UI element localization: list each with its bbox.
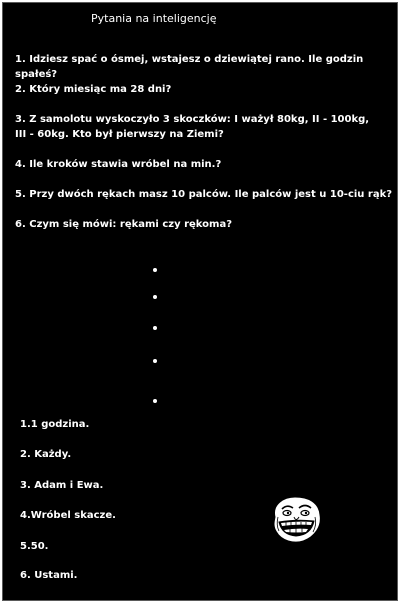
separator-dot xyxy=(153,326,157,330)
separator-dot xyxy=(153,359,157,363)
question-3: 3. Z samolotu wyskoczyło 3 skoczków: I ważył 80kg, II - 100kg, III - 60kg. Kto był pierwszy na Ziemi? xyxy=(15,114,370,140)
page-title: Pytania na inteligencję xyxy=(91,12,217,25)
separator-dot xyxy=(153,268,157,272)
question-2: 2. Który miesiąc ma 28 dni? xyxy=(15,84,172,95)
answer-5: 5.50. xyxy=(20,541,49,552)
answer-6: 6. Ustami. xyxy=(20,570,78,581)
separator-dot xyxy=(153,399,157,403)
answer-4: 4.Wróbel skacze. xyxy=(20,510,116,521)
meme-panel xyxy=(2,2,398,601)
answer-1: 1.1 godzina. xyxy=(20,419,90,430)
question-5: 5. Przy dwóch rękach masz 10 palców. Ile palców jest u 10-ciu rąk? xyxy=(15,189,393,200)
question-6: 6. Czym się mówi: rękami czy rękoma? xyxy=(15,219,233,230)
trollface-icon xyxy=(270,495,322,543)
answer-2: 2. Każdy. xyxy=(20,449,72,460)
answer-3: 3. Adam i Ewa. xyxy=(20,480,104,491)
question-1: 1. Idziesz spać o ósmej, wstajesz o dziewiątej rano. Ile godzin spałeś? xyxy=(15,54,364,80)
separator-dot xyxy=(153,295,157,299)
question-4: 4. Ile kroków stawia wróbel na min.? xyxy=(15,159,222,170)
